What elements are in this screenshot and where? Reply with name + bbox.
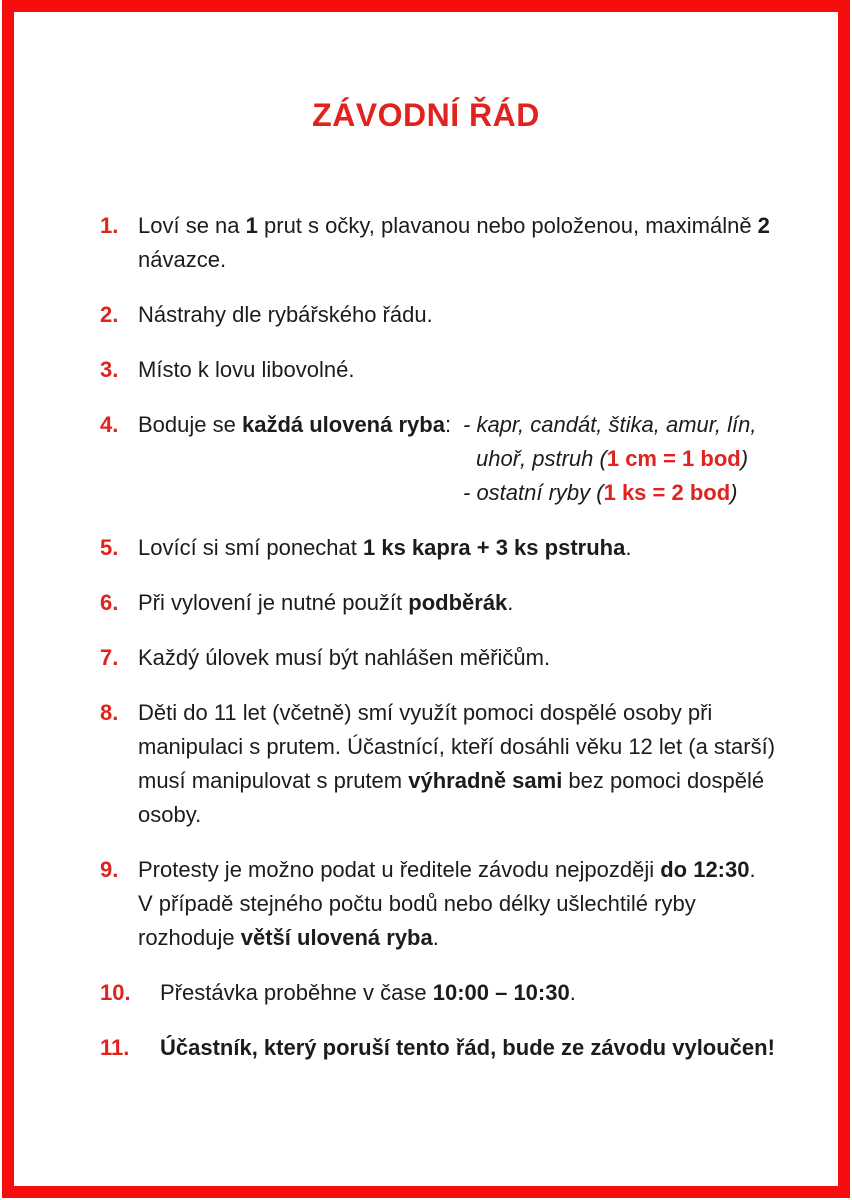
rule-text-segment: každá ulovená ryba [241,412,445,437]
rule-text-segment: ) [740,446,749,471]
rule-content [138,298,802,332]
rule-text-segment: 1 [245,213,258,238]
rule-scoring-details [463,408,802,510]
rule-text-segment: - kapr, candát, štika, amur, lín, [463,412,757,437]
rule-text-segment: podběrák [408,590,508,615]
rule-text-segment: výhradně sami [408,768,563,793]
rule-content [138,641,802,675]
rule-content-left [138,408,463,510]
list-item [100,531,802,565]
rule-text-segment: Protesty je možno podat u ředitele závodu nejpozději [138,857,661,882]
list-item [100,976,802,1010]
list-item [100,586,802,620]
rule-text-segment: osoby. [138,802,202,827]
rule-content [138,408,802,510]
rule-text-segment: : [444,412,452,437]
rule-text-segment: musí manipulovat s prutem [138,768,409,793]
rule-text-segment: Boduje se [138,412,242,437]
rule-text-segment: manipulaci s prutem. Účastnící, kteří dosáhli věku 12 let (a starší) [138,734,776,759]
rule-text-segment: . [569,980,576,1005]
rule-number: 7. [100,645,119,670]
rule-highlight-text: 1 cm = 1 bod [606,446,741,471]
rule-content [160,1031,802,1065]
list-item [100,209,802,277]
rule-content [138,353,802,387]
list-item [100,408,802,510]
rule-text-segment: Děti do 11 let (včetně) smí využít pomoci dospělé osoby při [138,700,713,725]
scoring-line [463,476,802,510]
rule-number: 9. [100,857,119,882]
list-item [100,696,802,832]
rule-text-segment: uhoř, pstruh ( [476,446,607,471]
list-item [100,853,802,955]
rule-content [138,696,802,832]
rule-text-segment: Účastník, který poruší tento řád, bude ze závodu vyloučen! [160,1035,775,1060]
rule-text-segment: návazce. [138,247,227,272]
rule-text-segment: větší ulovená ryba [240,925,433,950]
list-item [100,641,802,675]
rule-number: 5. [100,535,119,560]
rule-text-segment: bez pomoci dospělé [562,768,765,793]
rule-text-segment: V případě stejného počtu bodů nebo délky ušlechtilé ryby [138,891,696,916]
rule-content [138,586,802,620]
page-border-frame [2,0,850,1198]
rule-number: 3. [100,357,119,382]
rule-text-segment: prut s očky, plavanou nebo položenou, maximálně [257,213,758,238]
rule-text-segment: Při vylovení je nutné použít [138,590,409,615]
rule-text-segment: rozhoduje [138,925,241,950]
scoring-line [463,408,802,442]
rule-number: 8. [100,700,119,725]
rule-text-segment: . [625,535,632,560]
rule-content [138,853,802,955]
rule-number: 4. [100,412,119,437]
list-item [100,1031,802,1065]
rule-text-segment: . [432,925,439,950]
page-title: ZÁVODNÍ ŘÁD [312,97,540,133]
rule-number: 6. [100,590,119,615]
rule-content [160,976,802,1010]
rule-number: 10. [100,980,131,1005]
rule-text-segment: - ostatní ryby ( [463,480,604,505]
rules-list [14,209,838,1065]
scoring-line [463,442,802,476]
rule-text-segment: Loví se na [138,213,246,238]
rule-highlight-text: 1 ks = 2 bod [603,480,731,505]
rule-number: 11. [100,1035,130,1060]
rule-text-segment: 10:00 – 10:30 [432,980,570,1005]
rule-content [138,531,802,565]
rule-text-segment: Lovící si smí ponechat [138,535,363,560]
rule-content [138,209,802,277]
rule-text-segment: Nástrahy dle rybářského řádu. [138,302,433,327]
list-item [100,353,802,387]
rule-text-segment: Každý úlovek musí být nahlášen měřičům. [138,645,551,670]
rule-text-segment: . [507,590,514,615]
rule-text-segment: do 12:30 [660,857,750,882]
rule-text-segment: Místo k lovu libovolné. [138,357,355,382]
rule-text-segment: ) [730,480,738,505]
rule-number: 1. [100,213,119,238]
rule-number: 2. [100,302,119,327]
rule-text-segment: Přestávka proběhne v čase [160,980,433,1005]
list-item [100,298,802,332]
rule-text-segment: 1 ks kapra + 3 ks pstruha [363,535,626,560]
rule-text-segment: 2 [757,213,770,238]
rule-text-segment: . [749,857,756,882]
